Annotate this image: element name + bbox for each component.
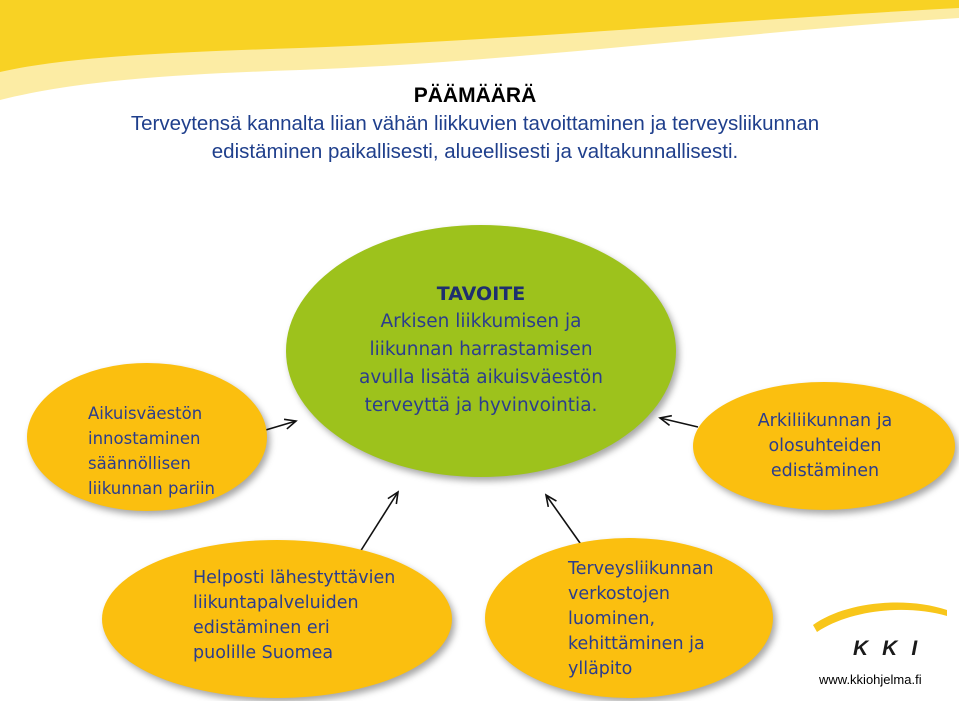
target-text <box>296 280 666 420</box>
logo-arc-icon <box>813 603 947 632</box>
bottom-left-line-1: Helposti lähestyttävien <box>193 568 396 588</box>
bottom-right-line-2: verkostojen <box>568 584 670 604</box>
target-line-1: Arkisen liikkumisen ja <box>380 311 582 332</box>
target-line-3: avulla lisätä aikuisväestön <box>359 367 603 388</box>
left-oval-text <box>88 401 258 501</box>
left-line-4: liikunnan pariin <box>88 479 215 498</box>
bottom-left-line-2: liikuntapalveluiden <box>193 593 359 613</box>
bottom-right-line-5: ylläpito <box>568 659 633 679</box>
bottom-right-line-1: Terveysliikunnan <box>568 559 714 579</box>
bottom-right-line-3: luominen, <box>568 609 656 629</box>
goal-line-2: edistäminen paikallisesti, alueellisesti ja valtakunnallisesti. <box>211 140 739 163</box>
left-line-2: innostaminen <box>88 429 201 448</box>
bottom-left-line-4: puolille Suomea <box>193 643 334 663</box>
right-line-1: Arkiliikunnan ja <box>757 411 893 431</box>
goal-line-1: Terveytensä kannalta liian vähän liikkuvien tavoittaminen ja terveysliikunnan <box>130 112 820 135</box>
right-oval-text <box>700 409 950 484</box>
arrow-bottom-left-to-target <box>360 492 398 552</box>
bottom-right-oval-text <box>568 557 768 682</box>
right-line-2: olosuhteiden <box>768 436 882 456</box>
bottom-right-line-4: kehittäminen ja <box>568 634 705 654</box>
target-line-2: liikunnan harrastamisen <box>369 339 593 360</box>
target-line-4: terveyttä ja hyvinvointia. <box>364 395 598 416</box>
left-line-3: säännöllisen <box>88 454 191 473</box>
left-line-1: Aikuisväestön <box>88 404 203 423</box>
right-line-3: edistäminen <box>770 461 880 481</box>
logo-letters: KKI <box>853 637 932 660</box>
bottom-left-oval-text <box>193 566 423 666</box>
target-heading: TAVOITE <box>436 283 526 305</box>
bottom-left-line-3: edistäminen eri <box>193 618 330 638</box>
goal-heading: PÄÄMÄÄRÄ <box>413 84 537 107</box>
logo-url: www.kkiohjelma.fi <box>819 672 922 687</box>
